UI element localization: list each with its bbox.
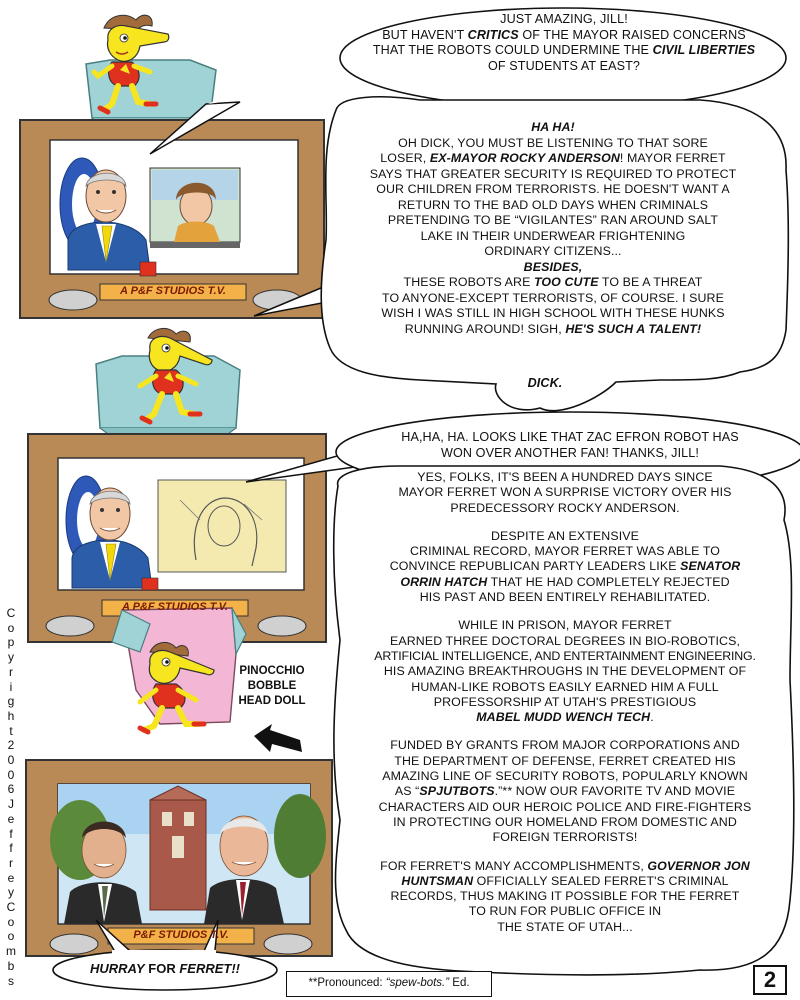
copyright-char: h [7, 708, 15, 723]
bubble-line: ORDINARY CITIZENS... [484, 244, 622, 258]
bubble-line: THE DEPARTMENT OF DEFENSE, FERRET CREATED HIS [394, 753, 736, 768]
copyright-char: s [8, 973, 14, 988]
copyright-char: J [8, 797, 14, 812]
panel1-tv-label: A P&F STUDIOS T.V. [120, 285, 226, 297]
bubble-line: LOSER, EX-MAYOR ROCKY ANDERSON! MAYOR FERRET [380, 151, 726, 165]
bubble-line: FOR FERRET'S MANY ACCOMPLISHMENTS, GOVERNOR JON [380, 858, 750, 873]
copyright-char: o [7, 914, 15, 929]
panel2-tv-label: A P&F STUDIOS T.V. [122, 601, 228, 613]
panel3-tv-label: P&F STUDIOS T.V. [133, 929, 229, 941]
bubble-line: PRETENDING TO BE “VIGILANTES” RAN AROUND SALT [387, 213, 719, 227]
bubble-line: RUNNING AROUND! SIGH, HE'S SUCH A TALENT! [404, 321, 702, 336]
bubble-line: SAYS THAT GREATER SECURITY IS REQUIRED TO PROTECT [369, 166, 737, 181]
panel1-dick-label: DICK. [527, 376, 563, 390]
bubble-line: MABEL MUDD WENCH TECH. [476, 710, 654, 725]
arrow-icon [254, 724, 302, 752]
bubble-line: WON OVER ANOTHER FAN! THANKS, JILL! [441, 445, 699, 460]
bubble-line: RETURN TO THE BAD OLD DAYS WHEN CRIMINALS [397, 197, 709, 212]
bubble-line: HUMAN-LIKE ROBOTS EASILY EARNED HIM A FULL [411, 679, 719, 694]
copyright-char: o [7, 620, 15, 635]
panel2-thanks-bubble [350, 430, 790, 461]
bubble-line: THAT THE ROBOTS COULD UNDERMINE THE CIVIL LIBERTIES [372, 43, 756, 58]
copyright-vertical [4, 606, 18, 988]
copyright-char: e [7, 870, 15, 885]
bubble-line: PREDECESSORY ROCKY ANDERSON. [450, 500, 680, 515]
copyright-char: 6 [7, 782, 15, 797]
bubble-line: WISH I WAS STILL IN HIGH SCHOOL WITH THESE HUNKS [381, 306, 725, 320]
bubble-line: HIS AMAZING BREAKTHROUGHS IN THE DEVELOPMENT OF [383, 664, 747, 679]
bubble-line: EARNED THREE DOCTORAL DEGREES IN BIO-ROBOTICS, [390, 633, 740, 648]
copyright-char: 2 [7, 738, 15, 753]
bubble-line: PROFESSORSHIP AT UTAH'S PRESTIGIOUS [433, 694, 697, 709]
bubble-line: CRIMINAL RECORD, MAYOR FERRET WAS ABLE TO [409, 544, 720, 559]
copyright-char: b [7, 958, 15, 973]
bubble-line: RECORDS, THUS MAKING IT POSSIBLE FOR THE FERRET [390, 889, 740, 904]
panel1-answer-bubble [338, 120, 768, 337]
copyright-char: 0 [7, 767, 15, 782]
copyright-char: C [6, 606, 16, 620]
bubble-line: HIS PAST AND BEEN ENTIRELY REHABILITATED. [419, 590, 711, 605]
copyright-char: f [9, 841, 13, 856]
copyright-char: r [9, 855, 13, 870]
bubble-line: OUR CHILDREN FROM TERRORISTS. HE DOESN'T WANT A [376, 182, 730, 196]
footnote: **Pronounced: “spew-bots.” Ed. [286, 971, 492, 997]
copyright-char: y [8, 885, 14, 900]
bubble-line: HA,HA, HA. LOOKS LIKE THAT ZAC EFRON ROBOT HAS [401, 430, 739, 444]
copyright-char: o [7, 929, 15, 944]
bubble-line: FUNDED BY GRANTS FROM MAJOR CORPORATIONS AND [390, 738, 740, 753]
copyright-char: m [6, 944, 16, 959]
bubble-line: HA HA! [531, 120, 575, 134]
bubble-line: JUST AMAZING, JILL! [500, 12, 628, 26]
bubble-line: CONVINCE REPUBLICAN PARTY LEADERS LIKE SENATOR [389, 559, 741, 574]
bubble-line: YES, FOLKS, IT'S BEEN A HUNDRED DAYS SINCE [417, 470, 713, 484]
bubble-line: BESIDES, [523, 259, 583, 274]
bubble-line: HUNTSMAN OFFICIALLY SEALED FERRET'S CRIMINAL [401, 873, 729, 888]
bubble-line: BUT HAVEN'T CRITICS OF THE MAYOR RAISED CONCERNS [382, 27, 746, 42]
copyright-char: t [9, 723, 13, 738]
bubble-line: DESPITE AN EXTENSIVE [491, 528, 639, 543]
bubble-line: AS “SPJUTBOTS.”** NOW OUR FAVORITE TV AND MOVIE [394, 784, 736, 799]
copyright-char: r [9, 664, 13, 679]
panel2-news-bubble [340, 470, 790, 935]
page-number: 2 [753, 965, 787, 995]
copyright-char: y [8, 650, 14, 665]
bubble-line: IN PROTECTING OUR HOMELAND FROM DOMESTIC AND [393, 814, 737, 829]
panel3-tv [26, 760, 332, 956]
bubble-line: TO RUN FOR PUBLIC OFFICE IN [468, 904, 662, 919]
copyright-char: f [9, 826, 13, 841]
copyright-char: p [7, 635, 15, 650]
bubble-line: MAYOR FERRET WON A SURPRISE VICTORY OVER HIS [398, 485, 732, 500]
bubble-line: THE STATE OF UTAH... [497, 919, 633, 934]
copyright-char: g [7, 694, 15, 709]
bubble-line: OF STUDENTS AT EAST? [488, 58, 640, 73]
copyright-char: i [9, 679, 13, 694]
bubble-line: ORRIN HATCH THAT HE HAD COMPLETELY REJECTED [400, 574, 730, 589]
bubble-line: OH DICK, YOU MUST BE LISTENING TO THAT SORE [398, 135, 708, 150]
bubble-line: LAKE IN THEIR UNDERWEAR FRIGHTENING [420, 228, 686, 243]
bubble-line: ARTIFICIAL INTELLIGENCE, AND ENTERTAINMENT ENGINEERING. [374, 648, 756, 663]
hurray-text: HURRAY FOR FERRET!! [90, 961, 240, 976]
panel1-question-bubble [348, 12, 780, 74]
bubble-line: THESE ROBOTS ARE TOO CUTE TO BE A THREAT [403, 275, 703, 289]
copyright-char: C [6, 900, 16, 915]
bubble-line: CHARACTERS AID OUR HEROIC POLICE AND FIRE-FIGHTERS [378, 799, 752, 814]
copyright-char: e [7, 811, 15, 826]
copyright-char: 0 [7, 753, 15, 768]
copyright-text [4, 606, 18, 988]
bubble-line: FOREIGN TERRORISTS! [492, 830, 638, 845]
doll-label: PINOCCHIO BOBBLE HEAD DOLL [238, 665, 306, 707]
bubble-line: AMAZING LINE OF SECURITY ROBOTS, POPULARLY KNOWN [382, 769, 748, 784]
bubble-line: WHILE IN PRISON, MAYOR FERRET [458, 618, 672, 633]
bubble-line: TO ANYONE-EXCEPT TERRORISTS, OF COURSE. I SURE [382, 290, 724, 305]
